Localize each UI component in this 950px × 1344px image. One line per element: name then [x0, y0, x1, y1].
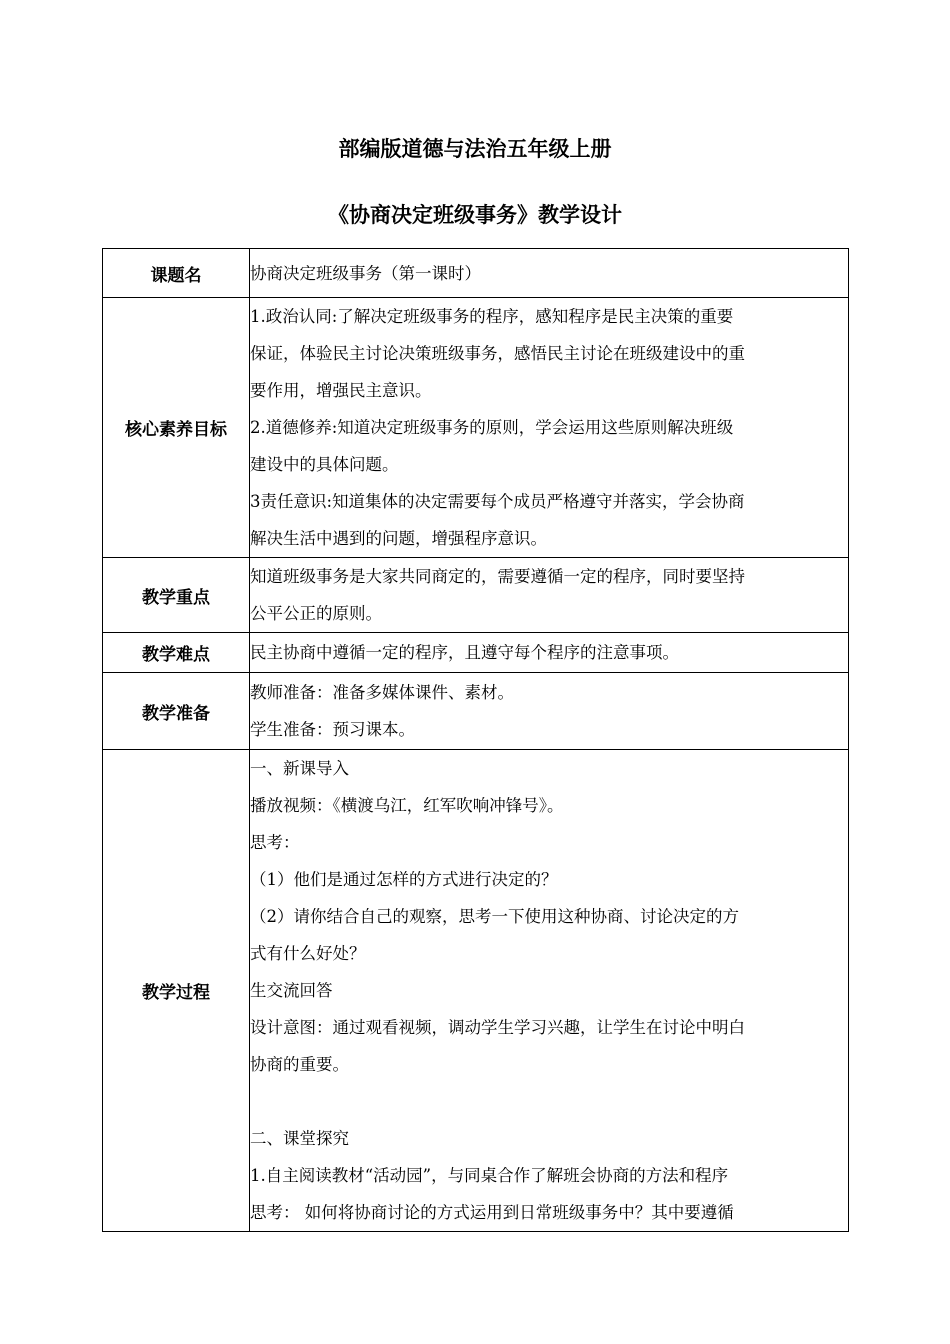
content-line: 保证，体验民主讨论决策班级事务，感悟民主讨论在班级建设中的重	[250, 344, 745, 363]
row-content-key-points	[250, 558, 849, 633]
row-label-key-points: 教学重点	[103, 558, 250, 633]
table-row-core-goals	[103, 298, 849, 558]
table-row-key-points	[103, 558, 849, 633]
content-line: 二、课堂探究	[250, 1129, 349, 1148]
content-line: 1.政治认同:了解决定班级事务的程序，感知程序是民主决策的重要	[250, 307, 734, 326]
table-row-difficulties	[103, 633, 849, 673]
table-row-course-name	[103, 249, 849, 298]
document-title: 部编版道德与法治五年级上册	[338, 137, 612, 161]
content-line: 协商决定班级事务（第一课时）	[250, 263, 481, 283]
row-label-preparation: 教学准备	[103, 673, 250, 750]
row-content-difficulties	[250, 633, 849, 673]
content-line: 设计意图：通过观看视频，调动学生学习兴趣，让学生在讨论中明白	[250, 1018, 745, 1037]
content-line: 思考： 如何将协商讨论的方式运用到日常班级事务中？其中要遵循	[250, 1203, 734, 1222]
document-subtitle: 《协商决定班级事务》教学设计	[328, 203, 622, 227]
content-line: 3责任意识:知道集体的决定需要每个成员严格遵守并落实，学会协商	[250, 492, 745, 511]
row-label-core-goals: 核心素养目标	[103, 298, 250, 558]
row-label-course-name: 课题名	[103, 249, 250, 298]
blank-line	[250, 1083, 848, 1120]
row-content-process	[250, 750, 849, 1232]
content-line: （1）他们是通过怎样的方式进行决定的？	[250, 870, 558, 889]
content-line: 2.道德修养:知道决定班级事务的原则，学会运用这些原则解决班级	[250, 418, 734, 437]
content-line: 公平公正的原则。	[250, 604, 382, 623]
lesson-plan-table	[102, 248, 849, 1232]
table-row-process	[103, 750, 849, 1232]
row-label-process: 教学过程	[103, 750, 250, 1232]
content-line: 生交流回答	[250, 981, 333, 1000]
content-line: 解决生活中遇到的问题，增强程序意识。	[250, 529, 547, 548]
content-line: （2）请你结合自己的观察，思考一下使用这种协商、讨论决定的方	[250, 907, 739, 926]
row-content-preparation	[250, 673, 849, 750]
content-line: 建设中的具体问题。	[250, 455, 399, 474]
table-row-preparation	[103, 673, 849, 750]
content-line: 学生准备：预习课本。	[250, 720, 415, 739]
content-line: 教师准备：准备多媒体课件、素材。	[250, 683, 514, 702]
row-content-course-name	[250, 249, 849, 298]
row-content-core-goals	[250, 298, 849, 558]
content-line: 协商的重要。	[250, 1055, 349, 1074]
row-label-difficulties: 教学难点	[103, 633, 250, 673]
content-line: 民主协商中遵循一定的程序，且遵守每个程序的注意事项。	[250, 643, 679, 662]
content-line: 式有什么好处？	[250, 944, 366, 963]
content-line: 播放视频：《横渡乌江，红军吹响冲锋号》。	[250, 796, 564, 815]
content-line: 知道班级事务是大家共同商定的，需要遵循一定的程序，同时要坚持	[250, 567, 745, 586]
content-line: 思考：	[250, 833, 300, 852]
content-line: 1.自主阅读教材“活动园”，与同桌合作了解班会协商的方法和程序	[250, 1166, 729, 1185]
content-line: 要作用，增强民主意识。	[250, 381, 432, 400]
content-line: 一、新课导入	[250, 759, 349, 778]
